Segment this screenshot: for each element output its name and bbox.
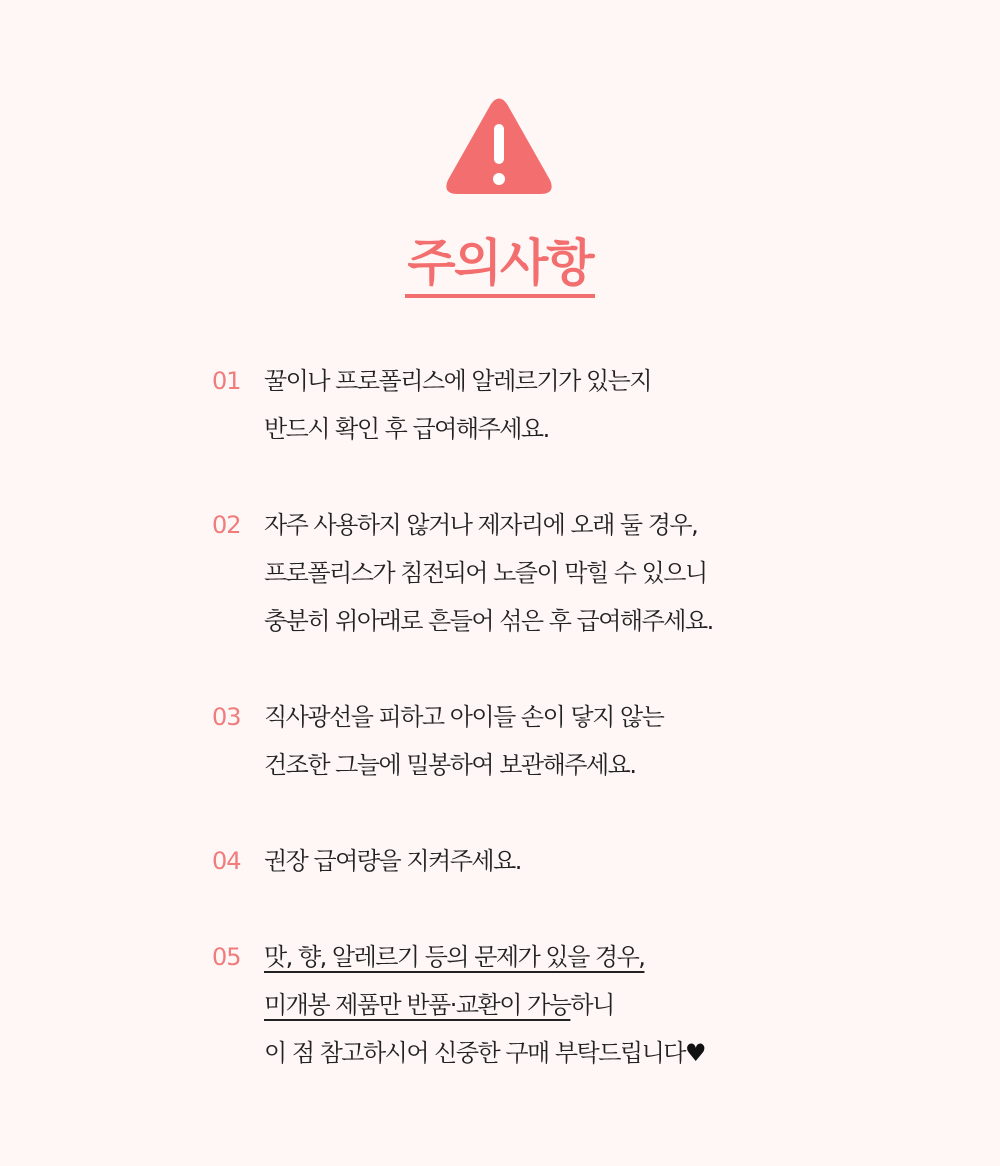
notice-number: 04 [212, 847, 241, 875]
notice-line: 직사광선을 피하고 아이들 손이 닿지 않는 [264, 703, 664, 731]
notice-number: 02 [212, 511, 241, 539]
notice-line [264, 1029, 824, 1077]
heart-icon: ♥ [684, 1039, 705, 1067]
notice-number: 03 [212, 703, 241, 731]
notice-text [264, 933, 824, 1077]
notice-text [264, 837, 824, 885]
underlined-text: 맛, 향, 알레르기 등의 문제가 있을 경우, [264, 943, 645, 971]
notice-number: 01 [212, 367, 241, 395]
underlined-text: 미개봉 제품만 반품·교환이 가능 [264, 991, 571, 1019]
notice-line [264, 981, 824, 1029]
notice-line: 꿀이나 프로폴리스에 알레르기가 있는지 [264, 367, 652, 395]
text: 이 점 참고하시어 신중한 구매 부탁드립니다 [264, 1039, 685, 1067]
warning-triangle-icon [444, 96, 554, 200]
notice-line: 건조한 그늘에 밀봉하여 보관해주세요. [264, 751, 636, 779]
page-title: 주의사항 [0, 228, 1000, 298]
notice-line: 프로폴리스가 침전되어 노즐이 막힐 수 있으니 [264, 559, 707, 587]
notice-line: 권장 급여량을 지켜주세요. [264, 847, 521, 875]
notice-line: 충분히 위아래로 흔들어 섞은 후 급여해주세요. [264, 607, 713, 635]
notice-line [264, 933, 824, 981]
notice-text [264, 693, 824, 789]
notice-number: 05 [212, 943, 241, 971]
notice-text [264, 357, 824, 453]
notice-line: 반드시 확인 후 급여해주세요. [264, 415, 549, 443]
notice-line: 자주 사용하지 않거나 제자리에 오래 둘 경우, [264, 511, 698, 539]
notice-text [264, 501, 824, 645]
text: 하니 [570, 991, 614, 1019]
